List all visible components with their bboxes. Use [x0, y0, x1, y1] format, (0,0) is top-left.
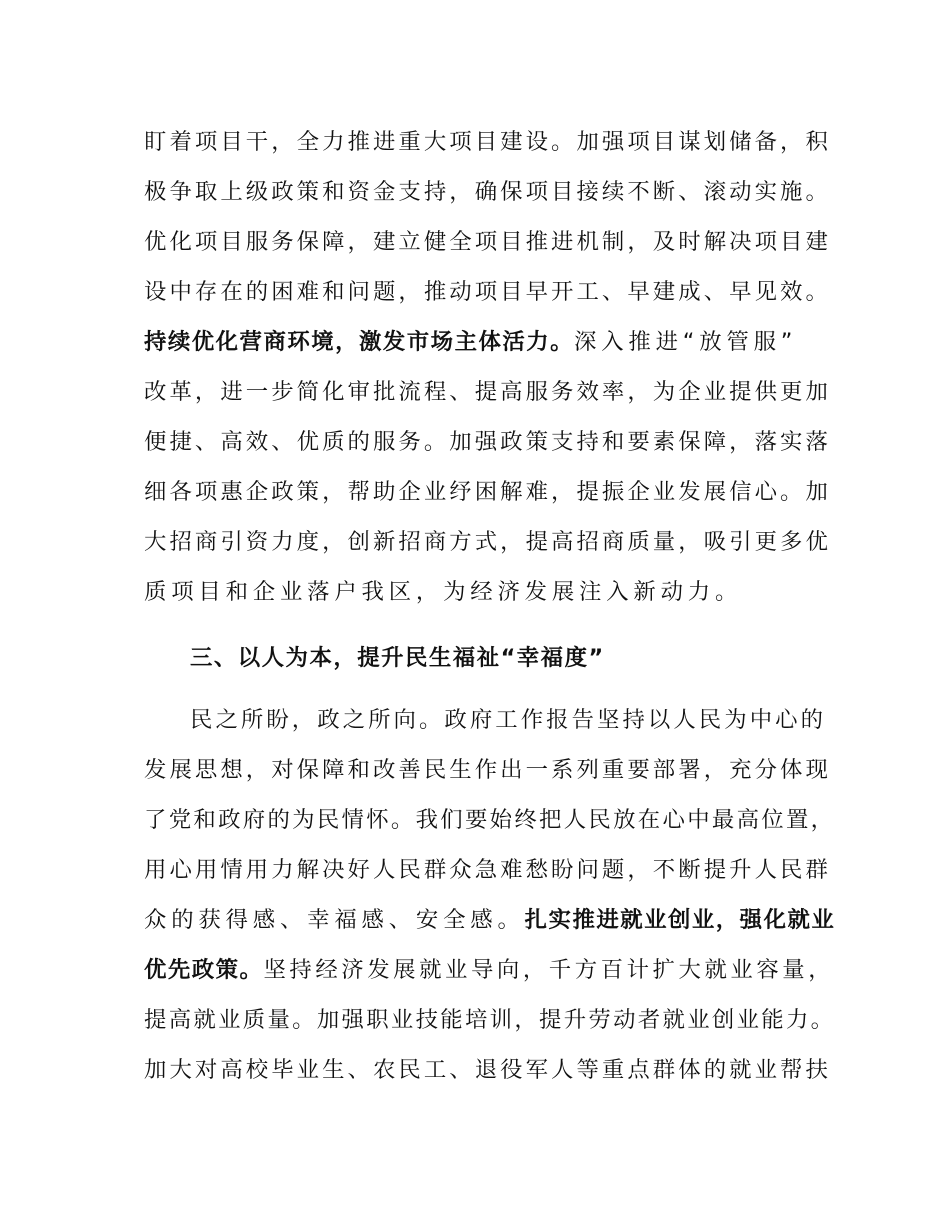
- body-text-line: 改革，进一步简化审批流程、提高服务效率，为企业提供更加: [144, 379, 831, 405]
- body-text-line: 民之所盼，政之所向。政府工作报告坚持以人民为中心的: [190, 707, 827, 733]
- body-text-line: 用心用情用力解决好人民群众急难愁盼问题，不断提升人民群: [144, 857, 831, 883]
- body-text-line: 提高就业质量。加强职业技能培训，提升劳动者就业创业能力。: [144, 1007, 836, 1033]
- body-text-line: 设中存在的困难和问题，推动项目早开工、早建成、早见效。: [144, 279, 831, 305]
- bold-lead-phrase: 优先政策。: [144, 957, 264, 983]
- body-text-line: 质项目和企业落户我区，为经济发展注入新动力。: [144, 579, 743, 605]
- body-text-line: 优化项目服务保障，建立健全项目推进机制，及时解决项目建: [144, 229, 831, 255]
- body-text-line: 便捷、高效、优质的服务。加强政策支持和要素保障，落实落: [144, 429, 831, 455]
- body-text-line: 细各项惠企政策，帮助企业纾困解难，提振企业发展信心。加: [144, 479, 831, 505]
- body-text-line: 盯着项目干，全力推进重大项目建设。加强项目谋划储备，积: [144, 129, 831, 155]
- body-text-line: 了党和政府的为民情怀。我们要始终把人民放在心中最高位置，: [144, 807, 836, 833]
- body-text-line: 持续优化营商环境，激发市场主体活力。深入推进“放管服”: [144, 329, 798, 355]
- body-text-line: 众的获得感、幸福感、安全感。扎实推进就业创业，强化就业: [144, 907, 836, 933]
- body-text-line: 发展思想，对保障和改善民生作出一系列重要部署，充分体现: [144, 757, 831, 783]
- body-text-line: 优先政策。坚持经济发展就业导向，千方百计扩大就业容量，: [144, 957, 835, 983]
- body-text-line: 加大对高校毕业生、农民工、退役军人等重点群体的就业帮扶: [144, 1057, 831, 1083]
- body-text-line: 极争取上级政策和资金支持，确保项目接续不断、滚动实施。: [144, 179, 831, 205]
- bold-lead-phrase: 扎实推进就业创业，强化就业: [524, 907, 836, 933]
- bold-lead-phrase: 持续优化营商环境，激发市场主体活力。: [144, 329, 575, 355]
- body-text-line: 大招商引资力度，创新招商方式，提高招商质量，吸引更多优: [144, 529, 831, 555]
- section-heading: 三、以人为本，提升民生福祉“幸福度”: [190, 645, 605, 671]
